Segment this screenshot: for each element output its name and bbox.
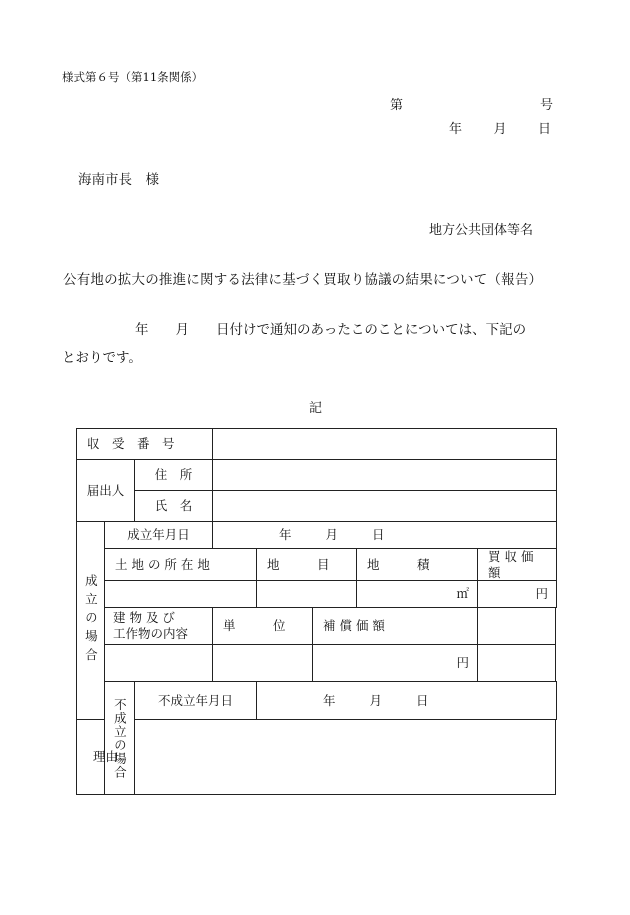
row-building-values [77, 645, 557, 682]
established-day: 日 [372, 527, 385, 543]
row-reason [77, 720, 557, 795]
building-content-field[interactable] [105, 645, 213, 682]
not-established-day: 日 [416, 692, 429, 708]
not-established-date-field[interactable] [257, 682, 557, 720]
land-location-label: 土 地 の 所 在 地 [105, 549, 257, 581]
established-year: 年 [279, 527, 292, 543]
document-date [449, 123, 551, 136]
row-name [77, 491, 557, 522]
date-year: 年 [449, 122, 463, 137]
row-address [77, 460, 557, 491]
compensation-field[interactable] [313, 645, 478, 682]
address-label: 住 所 [135, 460, 213, 491]
reason-label: 理由 [77, 720, 135, 795]
building-extra-value-field[interactable] [478, 645, 556, 682]
document-number [390, 99, 553, 112]
purchase-price-field[interactable] [478, 581, 557, 608]
body-line-1: 年 月 日付けで通知のあったこのことについては、下記の [135, 322, 527, 338]
reason-field[interactable] [135, 720, 556, 795]
row-not-established-date [77, 682, 557, 720]
established-date-field[interactable] [213, 522, 557, 549]
not-established-year: 年 [323, 692, 336, 708]
land-category-field[interactable] [257, 581, 357, 608]
area-field[interactable] [357, 581, 478, 608]
compensation-label: 補 償 価 額 [313, 608, 478, 645]
land-location-field[interactable] [105, 581, 257, 608]
body-line-2: とおりです。 [62, 350, 142, 366]
building-label: 建 物 及 び 工作物の内容 [105, 608, 213, 645]
row-land-header [77, 549, 557, 581]
receipt-number-field[interactable] [213, 429, 557, 460]
established-label: 成立の場合 [77, 522, 105, 720]
unit-field[interactable] [213, 645, 313, 682]
notifier-label: 届出人 [77, 460, 135, 522]
not-established-label: 不成立の場合 [105, 682, 135, 795]
receipt-number-label: 収 受 番 号 [77, 429, 213, 460]
row-receipt [77, 429, 557, 460]
number-prefix: 第 [390, 98, 404, 113]
sender-name: 地方公共団体等名 [429, 223, 534, 238]
established-month: 月 [325, 527, 339, 543]
name-label: 氏 名 [135, 491, 213, 522]
row-established-date [77, 522, 557, 549]
form-label: 様式第６号（第11条関係） [62, 70, 204, 84]
row-building-header [77, 608, 557, 645]
date-day: 日 [537, 122, 551, 137]
compensation-yen-unit: 円 [456, 655, 469, 671]
name-field[interactable] [213, 491, 557, 522]
address-field[interactable] [213, 460, 557, 491]
row-land-values [77, 581, 557, 608]
sqm-unit: ㎡ [456, 586, 469, 602]
not-established-date-label: 不成立年月日 [135, 682, 257, 720]
area-label: 地 積 [357, 549, 478, 581]
established-date-label: 成立年月日 [105, 522, 213, 549]
addressee: 海南市長 様 [78, 172, 159, 188]
document-title: 公有地の拡大の推進に関する法律に基づく買取り協議の結果について（報告） [63, 272, 543, 288]
date-month: 月 [493, 122, 507, 137]
number-suffix: 号 [539, 98, 553, 113]
unit-label: 単 位 [213, 608, 313, 645]
purchase-price-label: 買 収 価 額 [478, 549, 557, 581]
record-table [76, 428, 557, 795]
land-category-label: 地 目 [257, 549, 357, 581]
not-established-month: 月 [369, 692, 383, 708]
ki-heading: 記 [309, 401, 323, 416]
yen-unit: 円 [535, 586, 548, 602]
building-extra-field[interactable] [478, 608, 556, 645]
